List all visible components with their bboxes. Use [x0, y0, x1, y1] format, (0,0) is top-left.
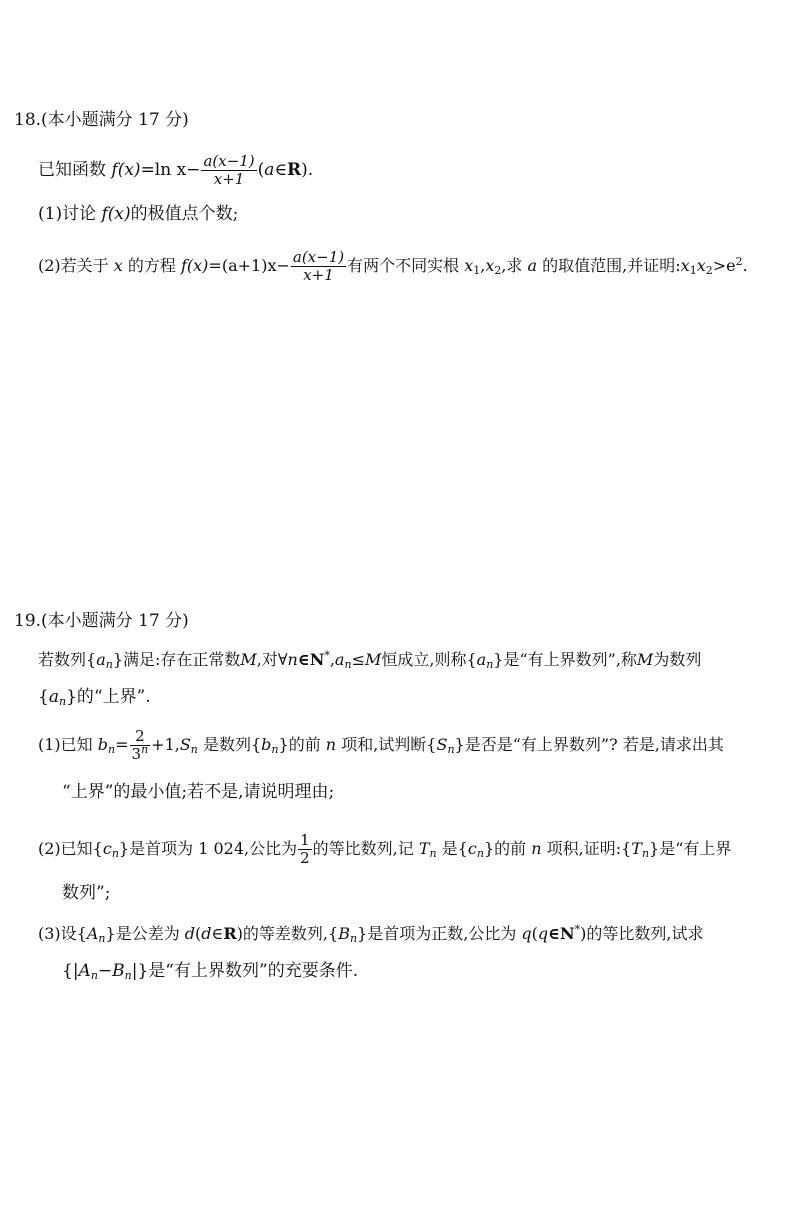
q19-p3-d: d — [184, 924, 196, 943]
q19-i1-sub: n — [105, 658, 113, 671]
q19-p1-ssub: n — [190, 743, 198, 756]
q19-p1-line2-text: “上界”的最小值;若不是,请说明理由; — [62, 782, 335, 802]
q19-p3-A: A — [86, 924, 99, 943]
q19-p3l2-t2: − — [97, 961, 113, 981]
q19-p3-t8: ∈N — [548, 924, 575, 943]
q19-p2-t2sub: n — [641, 847, 650, 860]
q19-p1-t4: 是数列{ — [197, 735, 262, 754]
q18-p2-gt-e: >e — [712, 256, 736, 275]
q19-p3l2-bsub: n — [124, 969, 132, 982]
q19-i1-t2: }满足:存在正常数 — [112, 650, 241, 669]
q19-i1-t8: }是“有上界数列”,称 — [493, 650, 637, 669]
q19-p3l2-t1: {| — [62, 961, 79, 981]
q18-p2-frac-num: a(x−1) — [292, 248, 345, 266]
q18-def-in: ∈ — [274, 160, 288, 180]
q18-p2-prod-sub2: 2 — [705, 264, 713, 277]
q19-p2-T2: T — [631, 839, 642, 858]
q19-p3-star: * — [574, 923, 581, 936]
q19-p2-tsub: n — [429, 847, 437, 860]
q18-p2-sup: 2 — [735, 255, 743, 268]
q19-i1-t4: ∈N — [297, 650, 325, 669]
q18-def-eq: =ln x− — [140, 160, 201, 180]
q19-p3l2-A: A — [78, 961, 91, 981]
q19-part1-line2 — [62, 779, 334, 805]
q19-p1-t5: }的前 — [278, 735, 326, 754]
q19-p3-R: R — [223, 924, 237, 943]
q19-part3-line1 — [38, 921, 703, 947]
q19-p1-frac-den-sup: n — [141, 743, 149, 756]
q19-p3-t7: ( — [531, 924, 538, 943]
q19-p2-frac-den: 2 — [300, 849, 310, 867]
q19-i1-t1: 若数列{ — [38, 650, 97, 669]
q19-p3-t1: (3)设{ — [38, 924, 87, 943]
q19-p2-c2sub: n — [476, 847, 484, 860]
q19-i1-n: n — [287, 650, 298, 669]
q19-p3-t2: }是公差为 — [105, 924, 185, 943]
q18-p2-mid1: 的方程 — [122, 256, 181, 275]
q19-p3l2-asub: n — [90, 969, 98, 982]
q18-function-definition — [38, 153, 313, 188]
q18-p2-fx: f(x) — [180, 256, 209, 275]
q18-p1-fx: f(x) — [101, 204, 131, 224]
q19-i1-M2: M — [364, 650, 382, 669]
q19-p2-t1: (2)已知{ — [38, 839, 103, 858]
q19-i1-t6: ≤ — [351, 650, 365, 669]
q19-p3-B: B — [338, 924, 350, 943]
q19-i1-star: * — [324, 649, 330, 662]
q19-part2-line2 — [62, 880, 110, 906]
q18-header — [14, 107, 189, 133]
q19-p2-n: n — [531, 839, 542, 858]
q19-i2-t2: }的“上界”. — [66, 687, 151, 707]
q19-intro-line2 — [38, 684, 151, 710]
q19-p2-T: T — [418, 839, 430, 858]
q19-i1-M3: M — [636, 650, 654, 669]
q18-def-frac-num: a(x−1) — [203, 152, 255, 170]
q19-p1-b: b — [97, 735, 109, 754]
q19-header-text: 19.(本小题满分 17 分) — [14, 611, 189, 631]
q19-p2-csub: n — [111, 847, 119, 860]
q19-p2-frac-num: 1 — [300, 831, 310, 849]
q19-p2-c: c — [102, 839, 112, 858]
q18-p2-comma: , — [480, 256, 486, 275]
q18-p2-x2: x — [485, 256, 495, 275]
q19-p3-t5: )的等差数列,{ — [236, 924, 339, 943]
q19-p2-fraction — [298, 832, 312, 867]
q19-i1-t5: , — [329, 650, 335, 669]
q19-p1-frac-num: 2 — [130, 728, 151, 746]
q18-p2-frac-den: x+1 — [303, 266, 334, 284]
q19-part2-line1 — [38, 832, 731, 867]
q19-i1-t7: 恒成立,则称{ — [381, 650, 477, 669]
q19-p1-n: n — [325, 735, 337, 754]
q19-p2-t7: }是“有上界 — [649, 839, 732, 858]
q19-p3-t9: )的等比数列,试求 — [580, 924, 704, 943]
q19-p1-s2sub: n — [447, 743, 455, 756]
q18-p2-eq: =(a+1)x− — [208, 256, 290, 275]
q19-p3-asub: n — [98, 932, 106, 945]
q18-p2-prod-x1: x — [680, 256, 690, 275]
q19-part3-line2 — [62, 958, 358, 984]
q18-p2-sub1: 1 — [473, 264, 481, 277]
q18-p2-a: a — [527, 256, 538, 275]
q18-p1-suffix: 的极值点个数; — [130, 204, 239, 224]
q19-p2-t5: }的前 — [483, 839, 532, 858]
q19-p3l2-B: B — [112, 961, 125, 981]
q18-def-fx: f(x) — [111, 160, 141, 180]
q19-p1-bsub: n — [108, 743, 116, 756]
q18-p2-sub2: 2 — [494, 264, 502, 277]
q19-p1-t7: }是否是“有上界数列”? 若是,请求出其 — [454, 735, 724, 754]
q18-def-paren-close: ). — [301, 160, 314, 180]
q18-def-paren-open: ( — [257, 160, 265, 180]
q19-p1-t2: = — [115, 735, 129, 754]
q18-def-fraction — [201, 153, 256, 188]
q19-intro-line1 — [38, 647, 701, 673]
q19-i2-a: a — [48, 687, 59, 707]
q18-p2-prefix: (2)若关于 — [38, 256, 114, 275]
q19-i2-t1: { — [38, 687, 49, 707]
q19-i1-a: a — [96, 650, 106, 669]
q19-p3-t4: ∈ — [211, 924, 224, 943]
q19-p1-b2: b — [261, 735, 272, 754]
q18-p2-mid2: 有两个不同实根 — [347, 256, 465, 275]
q18-p2-x1: x — [464, 256, 474, 275]
q19-i1-sub2: n — [344, 658, 352, 671]
q19-p3-bsub: n — [349, 932, 358, 945]
q18-p2-x: x — [113, 256, 123, 275]
q19-header — [14, 608, 189, 634]
q19-p2-line2-text: 数列”; — [62, 883, 111, 903]
q18-p2-end: . — [742, 256, 748, 275]
q19-i1-a3: a — [476, 650, 487, 669]
q19-p1-S2: S — [436, 735, 448, 754]
q19-p3-q2: q — [537, 924, 549, 943]
q19-p1-t3: +1, — [151, 735, 180, 754]
q19-p2-t6: 项积,证明:{ — [541, 839, 632, 858]
q18-p2-mid3: ,求 — [501, 256, 528, 275]
q19-p3-t3: ( — [195, 924, 202, 943]
q18-def-a: a — [264, 160, 275, 180]
q18-def-frac-den: x+1 — [213, 170, 245, 188]
q19-p1-t6: 项和,试判断{ — [336, 735, 437, 754]
q19-p1-t1: (1)已知 — [38, 735, 98, 754]
q18-part2 — [38, 249, 748, 284]
q19-p3-t6: }是首项为正数,公比为 — [357, 924, 522, 943]
q18-p2-mid4: 的取值范围,并证明: — [537, 256, 681, 275]
q19-p3-d2: d — [201, 924, 212, 943]
q19-p1-b2sub: n — [271, 743, 279, 756]
q19-i1-sub3: n — [486, 658, 494, 671]
q19-p1-frac-den-base: 3 — [131, 745, 142, 763]
q18-p2-fraction — [291, 249, 346, 284]
q19-p1-S: S — [179, 735, 191, 754]
q18-header-text: 18.(本小题满分 17 分) — [14, 110, 189, 130]
q19-i1-M: M — [240, 650, 257, 669]
q18-p2-prod-sub1: 1 — [689, 264, 697, 277]
q19-p2-c2: c — [467, 839, 477, 858]
q18-part1 — [38, 201, 238, 227]
q19-p1-frac-den — [130, 743, 151, 763]
q19-part1-line1 — [38, 728, 724, 763]
q19-i1-t9: 为数列 — [653, 650, 702, 669]
q19-p2-t3: 的等比数列,记 — [312, 839, 419, 858]
q19-p3l2-t3: |}是“有上界数列”的充要条件. — [131, 961, 359, 981]
q18-p2-prod-x2: x — [696, 256, 706, 275]
q19-i2-sub: n — [58, 695, 67, 708]
q19-i1-t3: ,对∀ — [256, 650, 288, 669]
q18-def-R: R — [287, 160, 302, 180]
q18-p1-prefix: (1)讨论 — [38, 204, 102, 224]
q19-p2-t2: }是首项为 1 024,公比为 — [118, 839, 298, 858]
q19-p1-fraction — [130, 728, 151, 763]
q19-p3-q: q — [521, 924, 532, 943]
q19-i1-a2: a — [334, 650, 345, 669]
q18-def-prefix: 已知函数 — [38, 160, 112, 180]
q19-p2-t4: 是{ — [436, 839, 468, 858]
